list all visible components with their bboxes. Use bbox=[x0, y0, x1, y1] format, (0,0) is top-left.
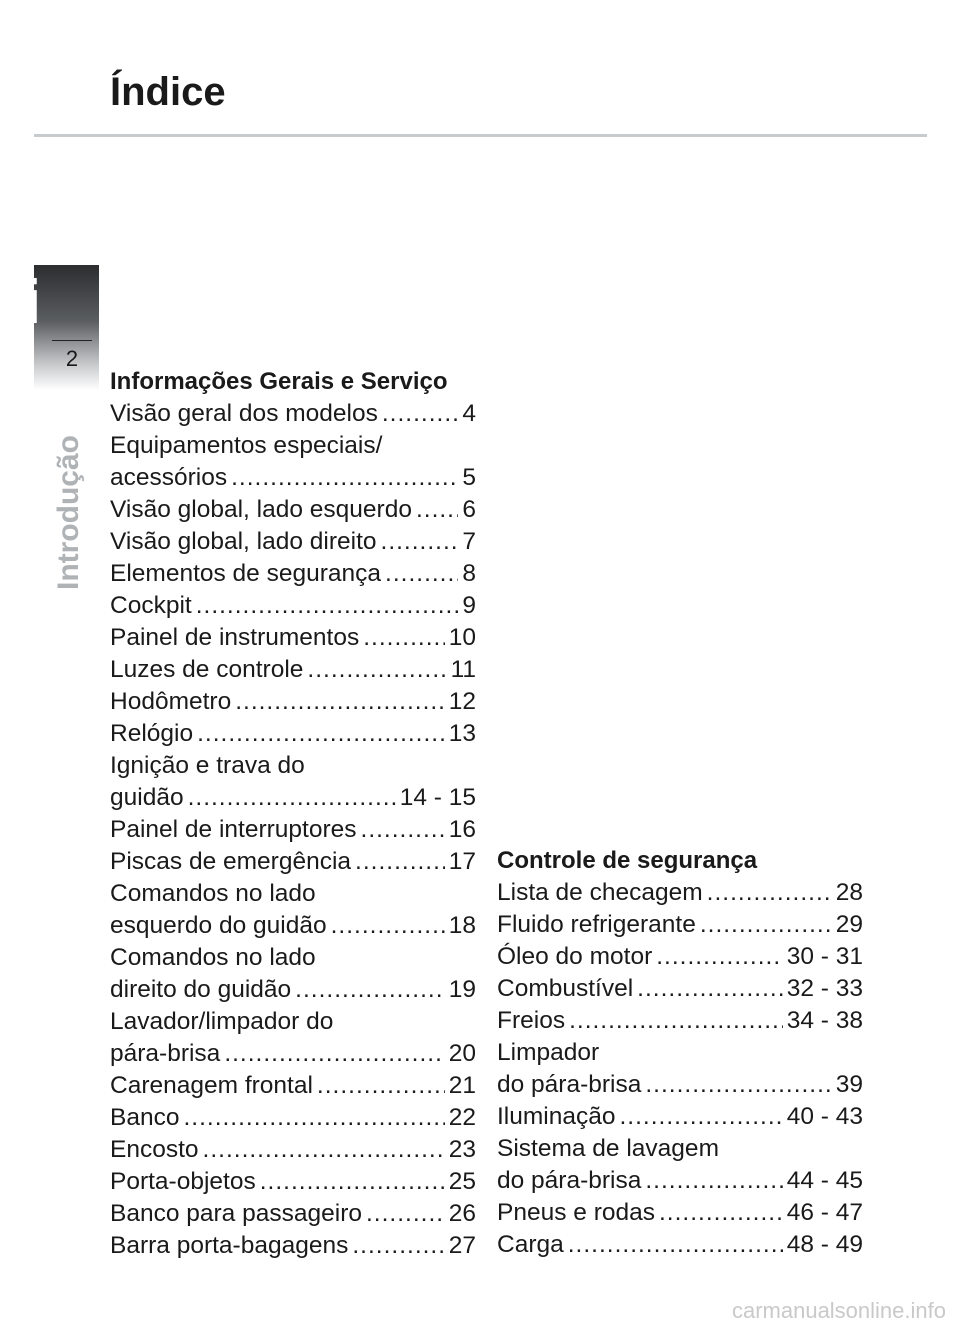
dot-leader bbox=[645, 1069, 831, 1101]
toc-page-number: 27 bbox=[448, 1232, 476, 1259]
toc-page-number: 7 bbox=[462, 528, 476, 555]
toc-entry-title: Banco bbox=[110, 1104, 180, 1131]
toc-page-number: 12 bbox=[448, 688, 476, 715]
toc-entry[interactable] bbox=[497, 1229, 863, 1261]
toc-entry[interactable] bbox=[497, 1101, 863, 1133]
toc-page-number: 30 - 31 bbox=[786, 943, 863, 970]
toc-entry-title: Painel de instrumentos bbox=[110, 624, 360, 651]
toc-entry-title: Comandos no lado bbox=[110, 944, 316, 971]
toc-page-number: 11 bbox=[450, 656, 476, 683]
toc-entry-title: Iluminação bbox=[497, 1103, 616, 1130]
toc-entry-title: Carga bbox=[497, 1231, 564, 1258]
dot-leader bbox=[196, 590, 459, 622]
toc-entry[interactable] bbox=[110, 494, 476, 526]
toc-entry-title: pára-brisa bbox=[110, 1040, 221, 1067]
section-heading: Controle de segurança bbox=[497, 847, 758, 874]
toc-page-number: 22 bbox=[448, 1104, 476, 1131]
dot-leader bbox=[355, 846, 445, 878]
toc-entry-title: do pára-brisa bbox=[497, 1167, 642, 1194]
toc-column-left bbox=[110, 366, 476, 1262]
toc-entry-title: Porta-objetos bbox=[110, 1168, 256, 1195]
toc-entry-title: Lista de checagem bbox=[497, 879, 703, 906]
toc-entry-title: Combustível bbox=[497, 975, 634, 1002]
page-title: Índice bbox=[110, 70, 226, 114]
toc-page-number: 21 bbox=[448, 1072, 476, 1099]
dot-leader bbox=[659, 1197, 783, 1229]
toc-entry[interactable] bbox=[497, 1005, 863, 1037]
dot-leader bbox=[317, 1070, 445, 1102]
toc-entry[interactable] bbox=[497, 973, 863, 1005]
dot-leader bbox=[637, 973, 783, 1005]
toc-entry-title: Encosto bbox=[110, 1136, 199, 1163]
dot-leader bbox=[416, 494, 458, 526]
section-side-label: Introdução bbox=[52, 435, 85, 590]
dot-leader bbox=[366, 1198, 445, 1230]
toc-entry[interactable] bbox=[110, 942, 476, 1006]
toc-entry-title: Relógio bbox=[110, 720, 194, 747]
toc-page-number: 32 - 33 bbox=[786, 975, 863, 1002]
dot-leader bbox=[619, 1101, 782, 1133]
toc-page-number: 29 bbox=[835, 911, 863, 938]
dot-leader bbox=[295, 974, 445, 1006]
toc-entry-title: esquerdo do guidão bbox=[110, 912, 327, 939]
toc-entry-title: acessórios bbox=[110, 464, 228, 491]
toc-entry-title: Barra porta-bagagens bbox=[110, 1232, 349, 1259]
toc-entry[interactable] bbox=[497, 1037, 863, 1101]
dot-leader bbox=[231, 462, 458, 494]
toc-entry[interactable] bbox=[497, 877, 863, 909]
toc-entry[interactable] bbox=[110, 654, 476, 686]
toc-page-number: 23 bbox=[448, 1136, 476, 1163]
dot-leader bbox=[645, 1165, 782, 1197]
toc-entry[interactable] bbox=[110, 814, 476, 846]
dot-leader bbox=[385, 558, 458, 590]
toc-entry-title: Banco para passageiro bbox=[110, 1200, 362, 1227]
toc-page-number: 10 bbox=[448, 624, 476, 651]
toc-page-number: 8 bbox=[462, 560, 476, 587]
toc-entry[interactable] bbox=[110, 750, 476, 814]
toc-entry-title: Sistema de lavagem bbox=[497, 1135, 719, 1162]
toc-page-number: 5 bbox=[462, 464, 476, 491]
toc-entry-title: Piscas de emergência bbox=[110, 848, 352, 875]
dot-leader bbox=[260, 1166, 445, 1198]
toc-entry[interactable] bbox=[110, 718, 476, 750]
toc-entry-title: Pneus e rodas bbox=[497, 1199, 655, 1226]
toc-entry[interactable] bbox=[110, 430, 476, 494]
toc-entry[interactable] bbox=[110, 878, 476, 942]
toc-page-number: 17 bbox=[448, 848, 476, 875]
tab-divider bbox=[52, 340, 92, 341]
toc-page-number: 34 - 38 bbox=[786, 1007, 863, 1034]
toc-page-number: 9 bbox=[462, 592, 476, 619]
toc-page-number: 19 bbox=[448, 976, 476, 1003]
toc-entry-title: Óleo do motor bbox=[497, 943, 653, 970]
toc-entry[interactable] bbox=[110, 846, 476, 878]
toc-page-number: 13 bbox=[448, 720, 476, 747]
toc-entry[interactable] bbox=[497, 1133, 863, 1197]
dot-leader bbox=[188, 782, 396, 814]
toc-entry-title: Lavador/limpador do bbox=[110, 1008, 334, 1035]
dot-leader bbox=[382, 398, 459, 430]
toc-page-number: 26 bbox=[448, 1200, 476, 1227]
toc-page-number: 18 bbox=[448, 912, 476, 939]
toc-column-right bbox=[497, 845, 863, 1261]
toc-entry-title: Limpador bbox=[497, 1039, 600, 1066]
toc-entries bbox=[110, 398, 476, 1262]
toc-entry-title: Ignição e trava do bbox=[110, 752, 305, 779]
dot-leader bbox=[363, 622, 445, 654]
toc-entry[interactable] bbox=[110, 1134, 476, 1166]
dot-leader bbox=[307, 654, 446, 686]
toc-page-number: 14 - 15 bbox=[399, 784, 476, 811]
toc-entry-title: Painel de interruptores bbox=[110, 816, 357, 843]
toc-entry[interactable] bbox=[110, 526, 476, 558]
dot-leader bbox=[700, 909, 832, 941]
toc-entry-title: Visão geral dos modelos bbox=[110, 400, 378, 427]
dot-leader bbox=[381, 526, 459, 558]
dot-leader bbox=[361, 814, 445, 846]
dot-leader bbox=[568, 1229, 783, 1261]
dot-leader bbox=[331, 910, 445, 942]
dot-leader bbox=[197, 718, 445, 750]
toc-entry-title: Carenagem frontal bbox=[110, 1072, 313, 1099]
toc-entry[interactable] bbox=[110, 622, 476, 654]
toc-entry-title: Fluido refrigerante bbox=[497, 911, 696, 938]
dot-leader bbox=[352, 1230, 444, 1262]
section-heading: Informações Gerais e Serviço bbox=[110, 368, 448, 395]
toc-entry[interactable] bbox=[110, 558, 476, 590]
toc-entries bbox=[497, 877, 863, 1261]
dot-leader bbox=[656, 941, 782, 973]
dot-leader bbox=[224, 1038, 444, 1070]
toc-entry-title: Comandos no lado bbox=[110, 880, 316, 907]
dot-leader bbox=[203, 1134, 445, 1166]
watermark: carmanualsonline.info bbox=[731, 1298, 946, 1323]
toc-page-number: 6 bbox=[462, 496, 476, 523]
toc-page-number: 39 bbox=[835, 1071, 863, 1098]
toc-entry[interactable] bbox=[110, 398, 476, 430]
toc-page-number: 16 bbox=[448, 816, 476, 843]
toc-entry-title: Elementos de segurança bbox=[110, 560, 382, 587]
toc-entry-title: direito do guidão bbox=[110, 976, 292, 1003]
toc-entry-title: guidão bbox=[110, 784, 184, 811]
page-number: 2 bbox=[65, 346, 79, 371]
toc-entry[interactable] bbox=[110, 1070, 476, 1102]
toc-entry[interactable] bbox=[497, 909, 863, 941]
toc-page-number: 25 bbox=[448, 1168, 476, 1195]
toc-entry[interactable] bbox=[110, 1198, 476, 1230]
title-divider bbox=[34, 134, 927, 137]
toc-page-number: 40 - 43 bbox=[786, 1103, 863, 1130]
toc-entry-title: Visão global, lado direito bbox=[110, 528, 377, 555]
toc-entry[interactable] bbox=[497, 1197, 863, 1229]
toc-entry-title: Hodômetro bbox=[110, 688, 232, 715]
toc-entry[interactable] bbox=[110, 590, 476, 622]
toc-entry[interactable] bbox=[110, 1102, 476, 1134]
dot-leader bbox=[707, 877, 832, 909]
toc-entry-title: do pára-brisa bbox=[497, 1071, 642, 1098]
info-icon: i bbox=[23, 268, 42, 337]
toc-entry-title: Freios bbox=[497, 1007, 566, 1034]
toc-page-number: 46 - 47 bbox=[786, 1199, 863, 1226]
toc-entry-title: Luzes de controle bbox=[110, 656, 304, 683]
toc-page-number: 28 bbox=[835, 879, 863, 906]
toc-entry[interactable] bbox=[497, 941, 863, 973]
dot-leader bbox=[235, 686, 445, 718]
toc-entry-title: Visão global, lado esquerdo bbox=[110, 496, 412, 523]
toc-entry[interactable] bbox=[110, 686, 476, 718]
toc-entry[interactable] bbox=[110, 1166, 476, 1198]
toc-entry[interactable] bbox=[110, 1230, 476, 1262]
toc-entry[interactable] bbox=[110, 1006, 476, 1070]
toc-entry-title: Equipamentos especiais/ bbox=[110, 432, 383, 459]
dot-leader bbox=[569, 1005, 783, 1037]
toc-page-number: 44 - 45 bbox=[786, 1167, 863, 1194]
toc-page-number: 4 bbox=[462, 400, 476, 427]
toc-entry-title: Cockpit bbox=[110, 592, 192, 619]
dot-leader bbox=[183, 1102, 444, 1134]
toc-page-number: 20 bbox=[448, 1040, 476, 1067]
toc-page-number: 48 - 49 bbox=[786, 1231, 863, 1258]
